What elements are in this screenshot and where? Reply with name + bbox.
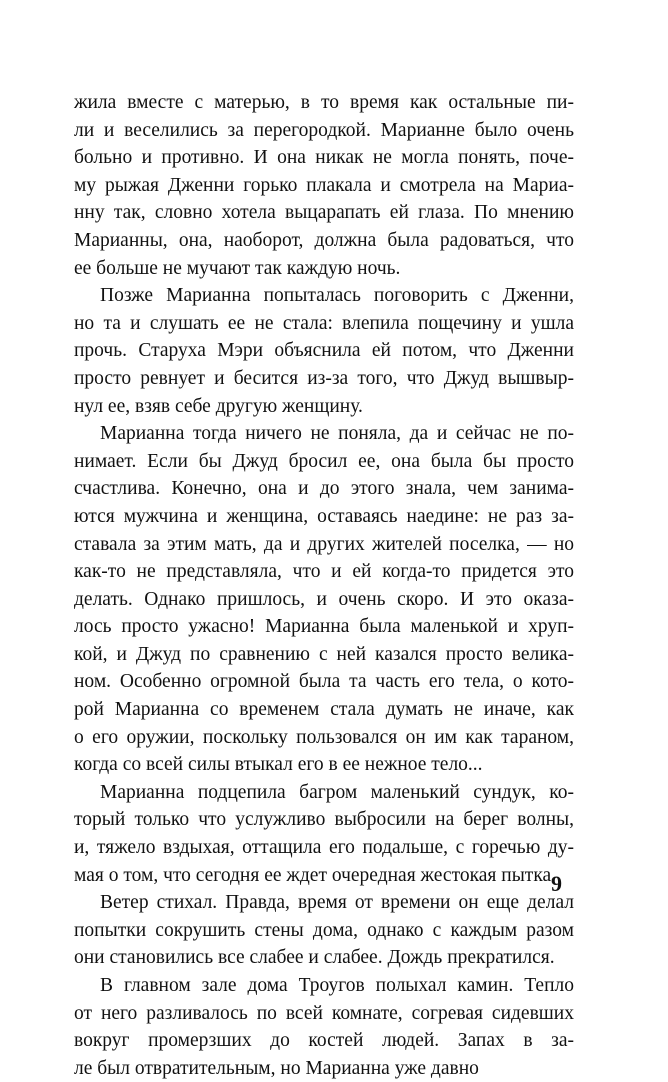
page-body xyxy=(74,89,574,1082)
text-line: Марианна тогда ничего не поняла, да и сейчас не по- xyxy=(100,423,574,445)
text-line: как-то не представляла, что и ей когда-то придется это xyxy=(74,561,574,583)
text-line: попытки сокрушить стены дома, однако с каждым разом xyxy=(74,919,574,941)
text-line: Марианна подцепила багром маленький сундук, ко- xyxy=(100,781,574,803)
text-line: счастлива. Конечно, она и до этого знала, чем занима- xyxy=(74,478,574,500)
text-line: лось просто ужасно! Марианна была маленькой и хруп- xyxy=(74,616,574,638)
text-line: нул ее, взяв себе другую женщину. xyxy=(74,395,363,417)
text-line: когда со всей силы втыкал его в ее нежное тело... xyxy=(74,754,483,776)
text-line: Ветер стихал. Правда, время от времени он еще делал xyxy=(100,892,574,914)
text-line: ставала за этим мать, да и других жителей поселка, — но xyxy=(74,533,574,555)
text-line: делать. Однако пришлось, и очень скоро. И это оказа- xyxy=(74,588,574,610)
text-line: они становились все слабее и слабее. Дождь прекратился. xyxy=(74,947,555,969)
paragraph xyxy=(74,779,574,889)
paragraph xyxy=(74,89,574,282)
paragraph xyxy=(74,282,574,420)
text-line: нимает. Если бы Джуд бросил ее, она была бы просто xyxy=(74,450,574,472)
text-line: кой, и Джуд по сравнению с ней казался просто велика- xyxy=(74,643,574,665)
text-line: о его оружии, поскольку пользовался он им как тараном, xyxy=(74,726,574,748)
text-line: Марианны, она, наоборот, должна была радоваться, что xyxy=(74,229,574,251)
text-line: рой Марианна со временем стала думать не иначе, как xyxy=(74,699,574,721)
text-line: нну так, словно хотела выцарапать ей глаза. По мнению xyxy=(74,202,574,224)
paragraph xyxy=(74,972,574,1082)
text-line: ются мужчина и женщина, оставаясь наедине: не раз за- xyxy=(74,505,574,527)
text-line: В главном зале дома Троугов полыхал камин. Тепло xyxy=(100,975,574,996)
text-line: ле был отвратительным, но Марианна уже давно xyxy=(74,1057,479,1079)
text-line: ли и веселились за перегородкой. Марианне было очень xyxy=(74,119,574,141)
text-line: жила вместе с матерью, в то время как остальные пи- xyxy=(74,92,574,113)
text-line: Позже Марианна попыталась поговорить с Дженни, xyxy=(100,285,574,307)
text-line: му рыжая Дженни горько плакала и смотрела на Мариа- xyxy=(74,174,574,196)
text-line: ее больше не мучают так каждую ночь. xyxy=(74,257,401,279)
text-line: прочь. Старуха Мэри объяснила ей потом, что Дженни xyxy=(74,340,574,362)
text-line: просто ревнует и бесится из-за того, что Джуд вышвыр- xyxy=(74,367,574,389)
text-line: но та и слушать ее не стала: влепила пощечину и ушла xyxy=(74,312,574,334)
text-line: вокруг промерзших до костей людей. Запах в за- xyxy=(74,1030,574,1052)
text-line: и, тяжело вздыхая, оттащила его подальше, с горечью ду- xyxy=(74,837,574,859)
text-line: больно и противно. И она никак не могла понять, поче- xyxy=(74,147,574,169)
text-line: ном. Особенно огромной была та часть его тела, о кото- xyxy=(74,671,574,693)
text-line: от него разливалось по всей комнате, согревая сидевших xyxy=(74,1002,574,1024)
paragraph xyxy=(74,420,574,779)
page-number: 9 xyxy=(551,871,562,896)
paragraph xyxy=(74,889,574,972)
text-line: торый только что услужливо выбросили на берег волны, xyxy=(74,809,574,831)
text-line: мая о том, что сегодня ее ждет очередная жестокая пытка. xyxy=(74,864,557,886)
